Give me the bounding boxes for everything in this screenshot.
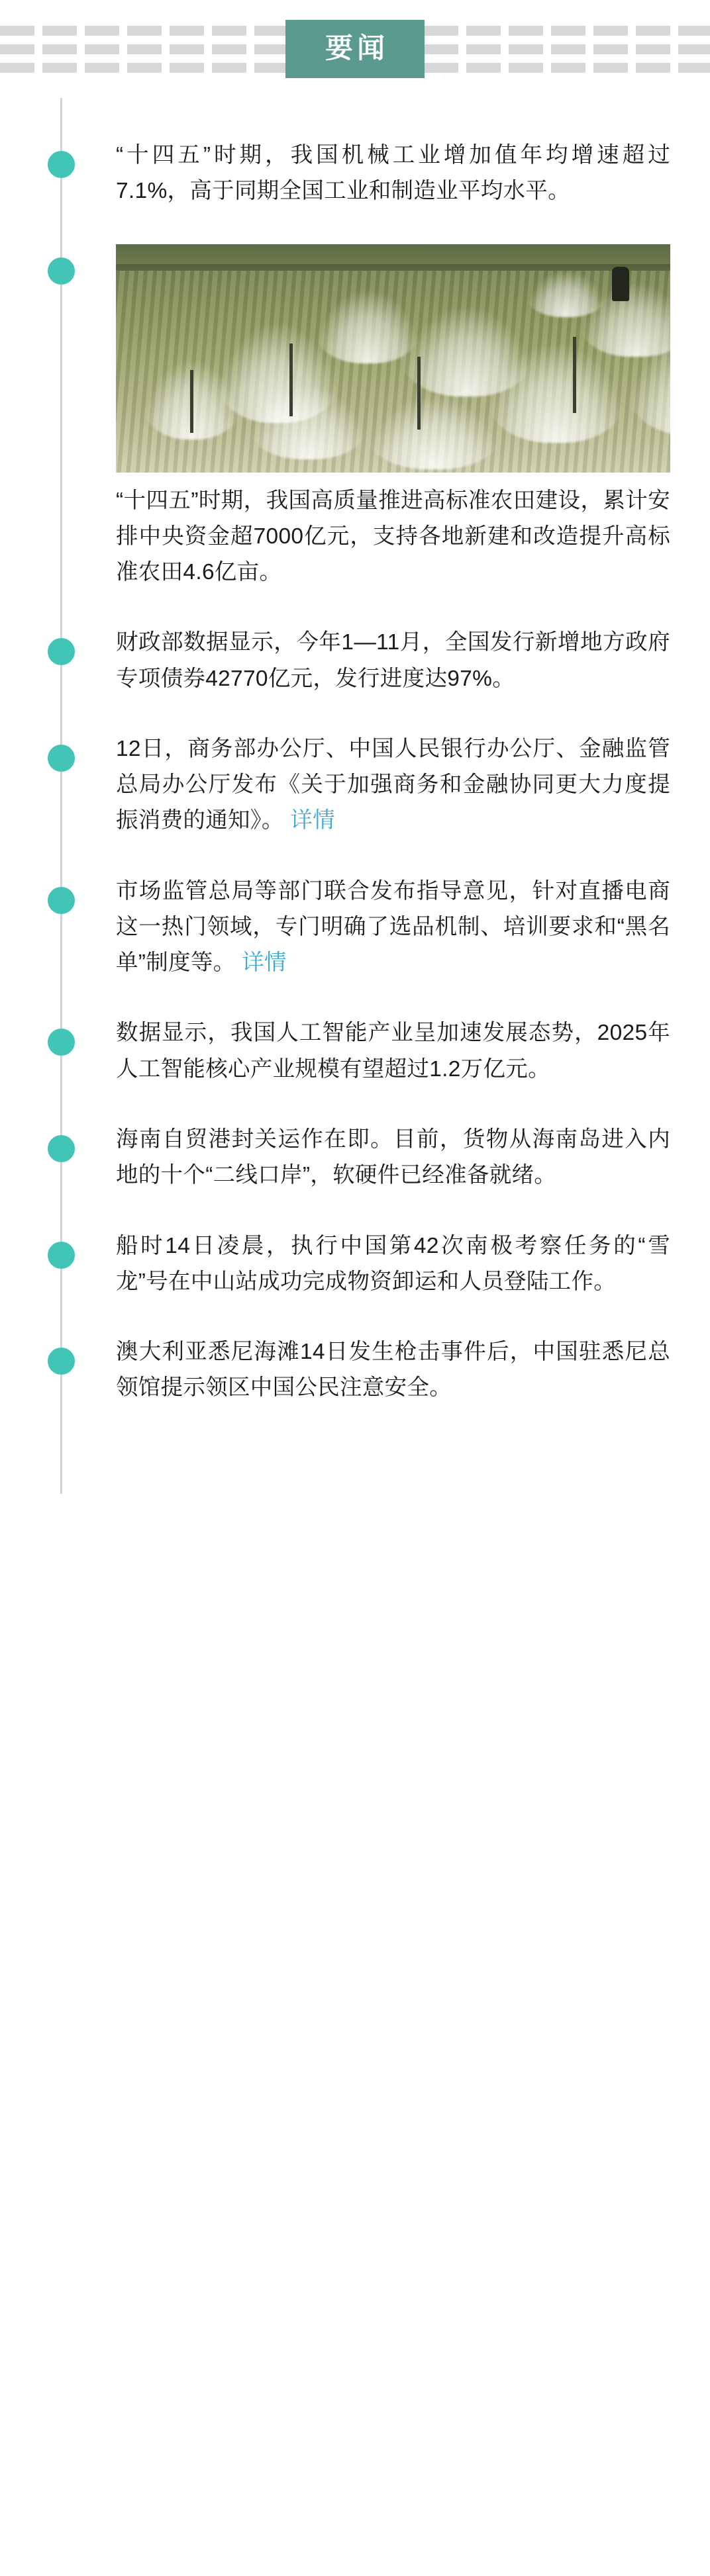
news-text: 澳大利亚悉尼海滩14日发生枪击事件后，中国驻悉尼总领馆提示领区中国公民注意安全。 [116, 1340, 670, 1401]
timeline-dot-icon [48, 151, 75, 178]
page-title: 要闻 [285, 20, 425, 78]
news-item [0, 625, 710, 697]
news-timeline [0, 98, 710, 1494]
timeline-dot-icon [48, 1348, 75, 1375]
news-item [0, 244, 710, 591]
timeline-dot-icon [48, 1135, 75, 1162]
news-text: 财政部数据显示，今年1—11月，全国发行新增地方政府专项债券42770亿元，发行进度达97%。 [116, 630, 670, 691]
photo-sprinkler-post [573, 337, 576, 413]
news-text: 船时14日凌晨，执行中国第42次南极考察任务的“雪龙”号在中山站成功完成物资卸运和人员登陆工作。 [116, 1233, 670, 1294]
news-item [0, 1015, 710, 1087]
timeline-dot-icon [48, 1242, 75, 1269]
news-text: “十四五”时期，我国机械工业增加值年均增速超过7.1%，高于同期全国工业和制造业平均水平。 [116, 143, 670, 204]
timeline-dot-icon [48, 745, 75, 772]
photo-sprinkler-post [417, 357, 421, 430]
news-text: 数据显示，我国人工智能产业呈加速发展态势，2025年人工智能核心产业规模有望超过1.2万亿元。 [116, 1021, 670, 1081]
news-detail-link[interactable]: 详情 [290, 808, 335, 833]
page-header [0, 0, 710, 98]
news-text: “十四五”时期，我国高质量推进高标准农田建设，累计安排中央资金超7000亿元，支持各地新建和改造提升高标准农田4.6亿亩。 [116, 488, 670, 585]
timeline-dot-icon [48, 1029, 75, 1056]
timeline-dot-icon [48, 257, 75, 285]
photo-sprinkler-post [289, 344, 293, 416]
photo-sprinkler-post [190, 370, 193, 433]
news-item [0, 1334, 710, 1406]
photo-water-spray [487, 344, 626, 443]
news-item [0, 138, 710, 210]
news-item [0, 1228, 710, 1301]
news-item [0, 874, 710, 982]
news-item [0, 1122, 710, 1194]
photo-water-spray [368, 396, 500, 469]
news-text: 海南自贸港封关运作在即。目前，货物从海南岛进入内地的十个“二线口岸”，软硬件已经准备就绪。 [116, 1127, 670, 1188]
photo-person [612, 267, 629, 301]
news-text: 12日，商务部办公厅、中国人民银行办公厅、金融监管总局办公厅发布《关于加强商务和金融协同更大力度提振消费的通知》。 详情 [116, 736, 670, 833]
timeline-dot-icon [48, 887, 75, 914]
photo-water-spray [248, 387, 368, 459]
news-item [0, 731, 710, 839]
timeline-dot-icon [48, 638, 75, 665]
news-text: 市场监管总局等部门联合发布指导意见，针对直播电商这一热门领域，专门明确了选品机制、培训要求和“黑名单”制度等。 详情 [116, 878, 670, 976]
news-photo [116, 244, 670, 473]
news-detail-link[interactable]: 详情 [242, 950, 287, 976]
bottom-spacer [0, 1494, 710, 1500]
photo-water-spray [527, 271, 606, 317]
